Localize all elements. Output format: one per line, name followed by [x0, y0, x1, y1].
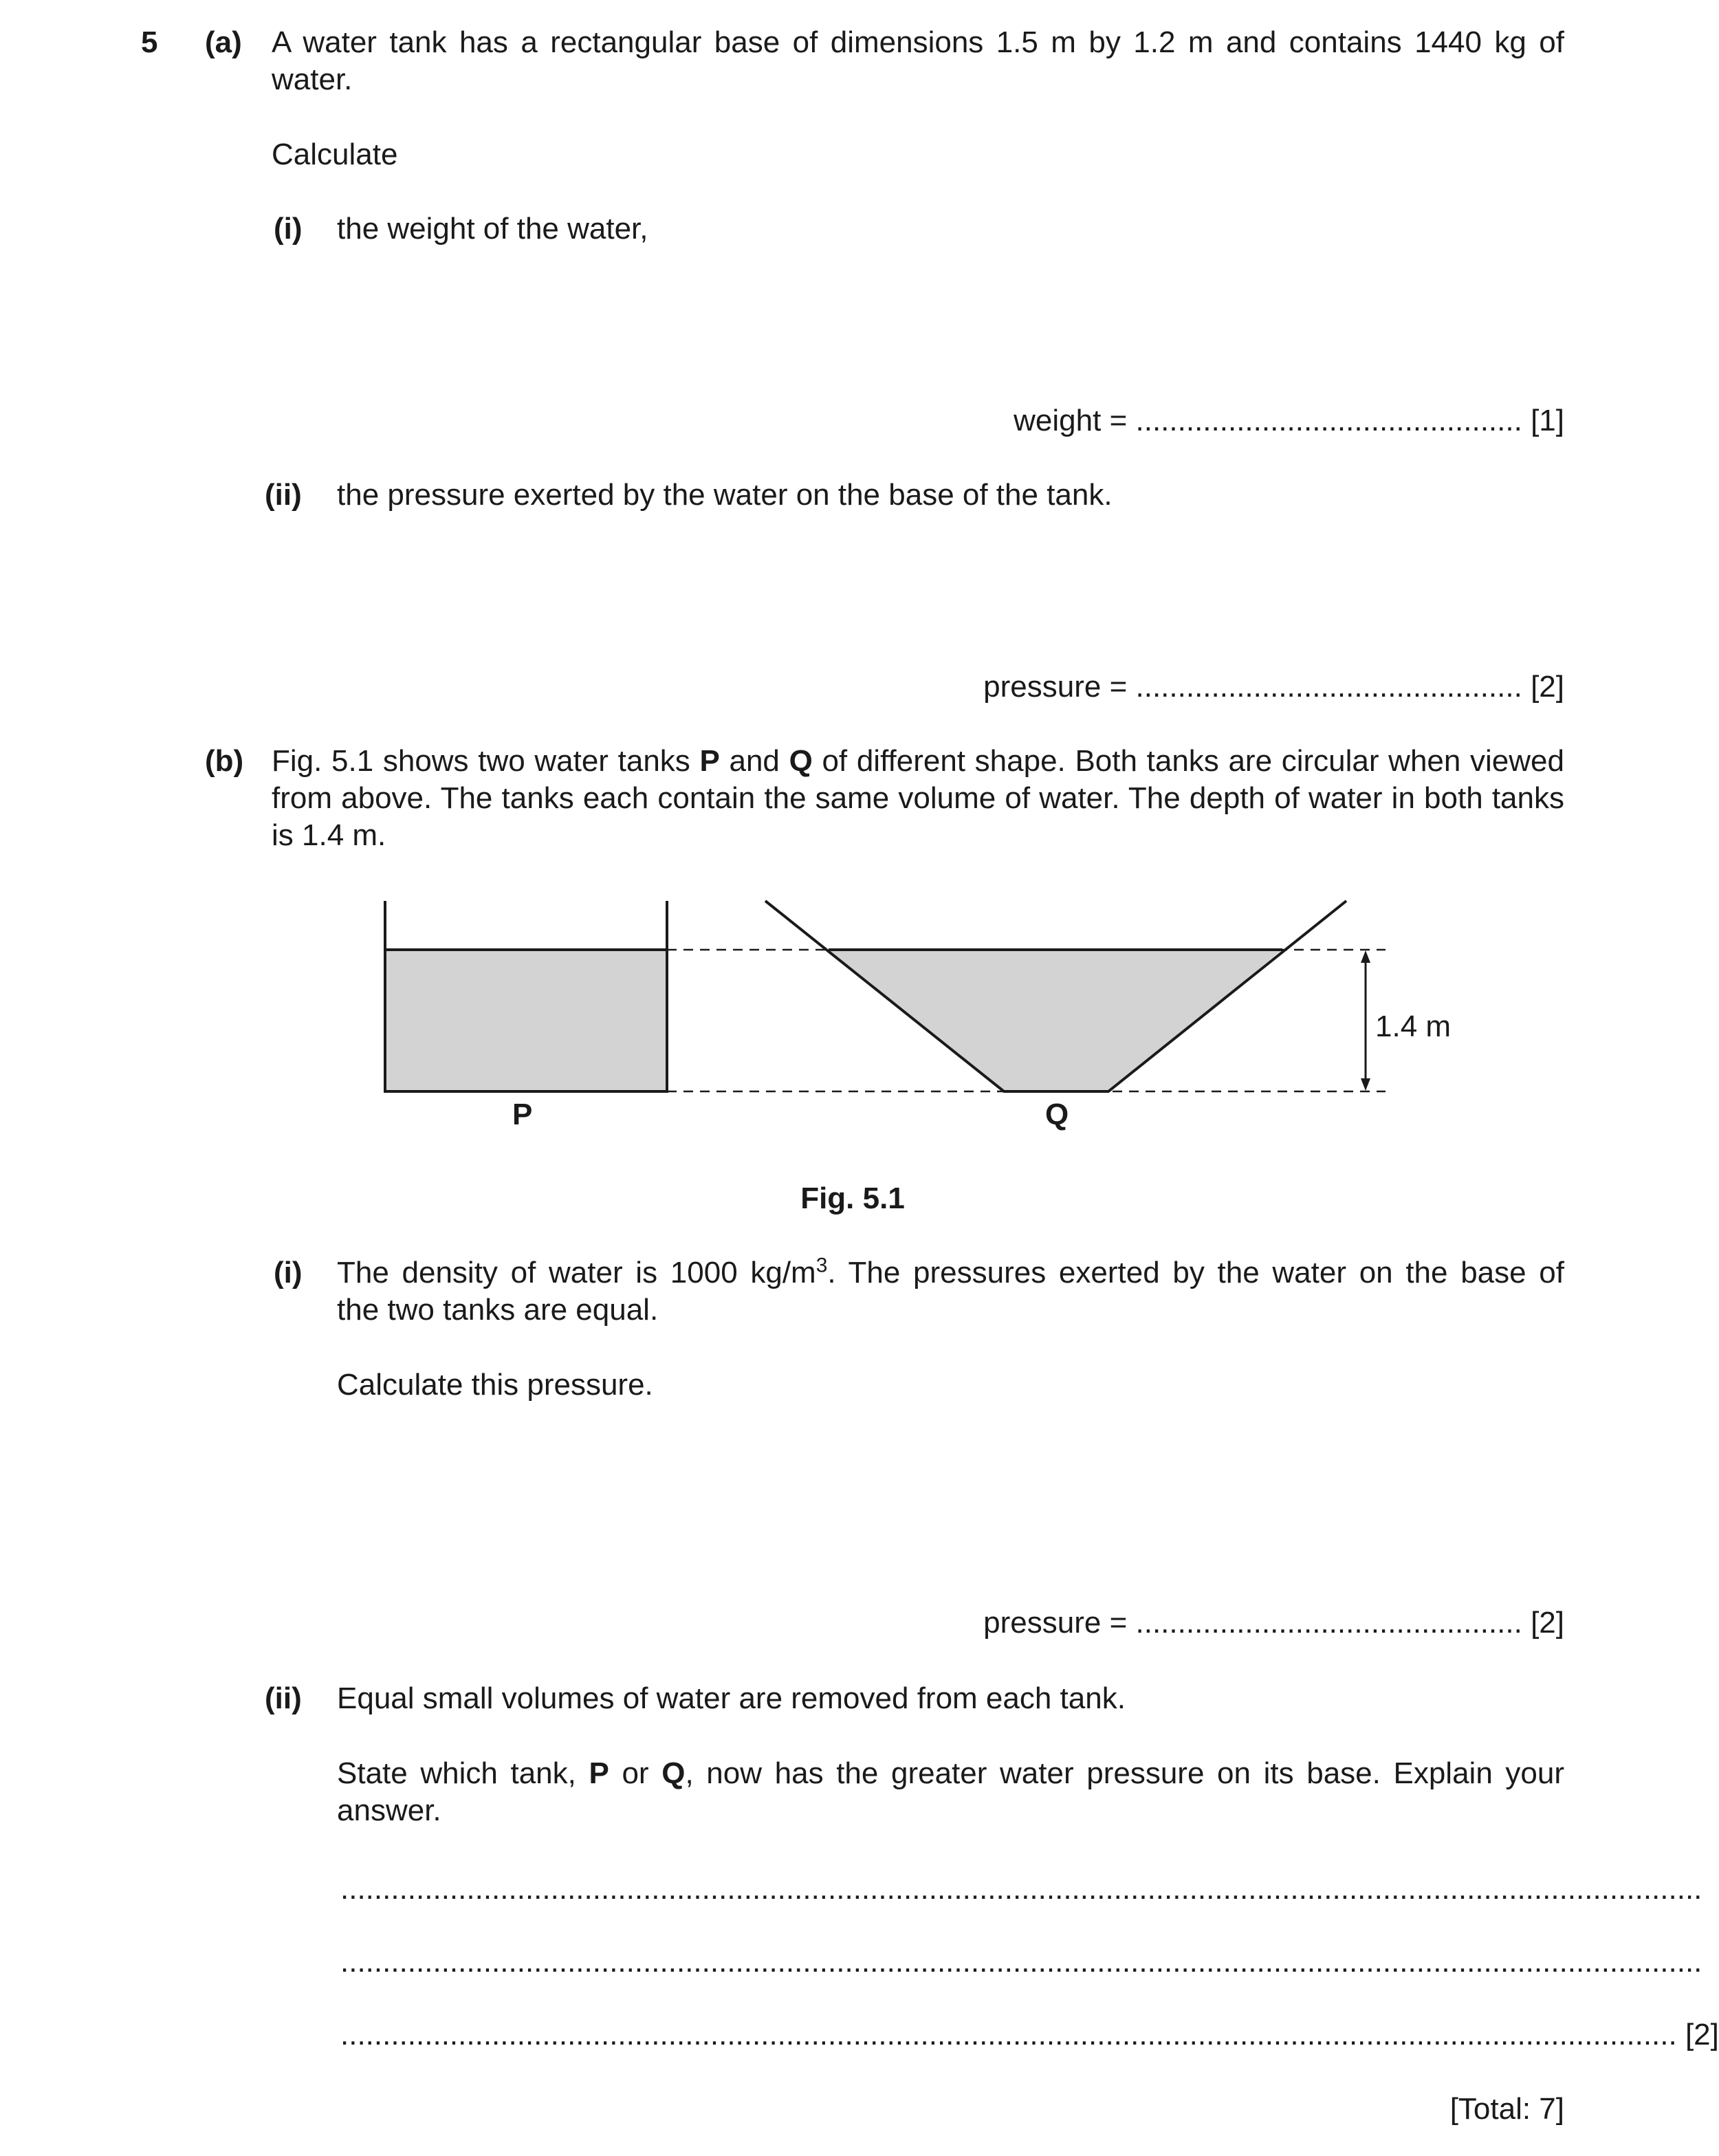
part-b-i-instruction: Calculate this pressure.	[337, 1368, 653, 1402]
figure-caption: Fig. 5.1	[800, 1182, 905, 1215]
part-a-text-line1: A water tank has a rectangular base of dimensions 1.5 m by 1.2 m and contains 1440 kg of	[272, 25, 1564, 59]
explain-answer-line-1[interactable]: ..................................................................................................................................................................	[340, 1872, 1702, 1906]
part-a-ii-text: the pressure exerted by the water on the base of the tank.	[337, 478, 1113, 512]
pressure-b-answer-label: pressure =	[983, 1606, 1128, 1640]
part-b-ii-state	[337, 1755, 1564, 1829]
superscript-3: 3	[815, 1254, 828, 1277]
density-text: The density of water is 1000 kg/m	[337, 1256, 816, 1289]
part-b-intro-run: Fig. 5.1 shows two water tanks	[272, 744, 700, 778]
part-a-text-line2: water.	[272, 63, 353, 96]
total-marks: [Total: 7]	[1449, 2092, 1564, 2126]
question-number: 5	[141, 25, 158, 59]
pressure-b-marks: [2]	[1531, 1606, 1564, 1640]
explain-answer-line-3[interactable]: ...............................................................................................................................................................	[340, 2018, 1677, 2051]
part-b-ii-state-run: P	[589, 1756, 609, 1790]
explain-marks: [2]	[1685, 2018, 1719, 2051]
part-b-ii-state-run: Q	[661, 1756, 686, 1790]
part-b-i-line2: the two tanks are equal.	[337, 1293, 659, 1327]
part-b-intro-run: P	[699, 744, 720, 778]
part-b-ii-state-run: State which tank,	[337, 1756, 589, 1790]
weight-marks: [1]	[1531, 404, 1564, 437]
part-b-ii-state-run: or	[609, 1756, 662, 1790]
explain-answer-line-2[interactable]: ..................................................................................................................................................................	[340, 1945, 1702, 1979]
part-b-intro-run: and	[719, 744, 789, 778]
part-b-i-line1	[337, 1254, 1564, 1292]
part-b-ii-label: (ii)	[265, 1681, 302, 1715]
part-b-intro-run: Q	[789, 744, 813, 778]
part-b-ii-state-run: , now has the greater water pressure on its base. Explain your answer.	[337, 1756, 1564, 1827]
depth-arrow-head-down	[1361, 1078, 1370, 1091]
pressure-a-answer-label: pressure =	[983, 670, 1128, 704]
part-a-label: (a)	[205, 25, 242, 59]
tank-q-water	[829, 950, 1282, 1091]
tank-p-label: P	[512, 1098, 533, 1131]
depth-arrow-head-up	[1361, 950, 1370, 963]
part-b-ii-text: Equal small volumes of water are removed from each tank.	[337, 1681, 1126, 1715]
part-a-i-text: the weight of the water,	[337, 212, 648, 246]
weight-answer-label: weight =	[1014, 404, 1128, 437]
tank-p-water	[385, 950, 667, 1091]
part-b-i-label: (i)	[274, 1256, 303, 1289]
pressure-b-answer-field[interactable]: ..............................................	[1135, 1606, 1522, 1640]
explain-answer-line-3-row	[340, 2016, 1719, 2054]
part-a-i-label: (i)	[274, 212, 303, 246]
part-a-instruction: Calculate	[272, 138, 398, 171]
tank-q-label: Q	[1045, 1098, 1069, 1131]
density-text-end: . The pressures exerted by the water on the base of	[827, 1256, 1564, 1289]
part-a-ii-label: (ii)	[265, 478, 302, 512]
part-b-intro-run: of different shape. Both tanks are circular when viewed from above. The tanks each contain the same volume of water. The depth of water in both tanks is 1.4 m.	[272, 744, 1564, 852]
pressure-a-marks: [2]	[1531, 670, 1564, 704]
pressure-a-answer-field[interactable]: ..............................................	[1135, 670, 1522, 704]
weight-answer-field[interactable]: ..............................................	[1135, 404, 1522, 437]
part-b-label: (b)	[205, 744, 244, 778]
depth-label: 1.4 m	[1375, 1010, 1452, 1043]
